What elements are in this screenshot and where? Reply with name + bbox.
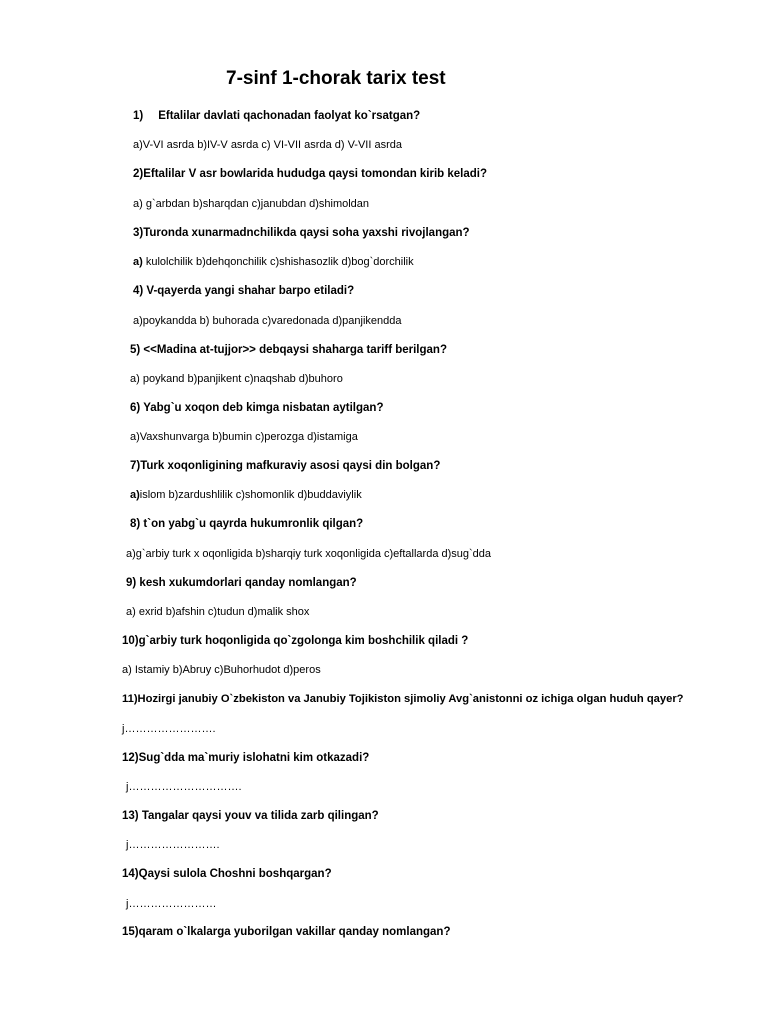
answer-blank-13: j……………………. xyxy=(126,839,220,851)
answer-blank-11: j……………………. xyxy=(122,723,216,735)
page-title: 7-sinf 1-chorak tarix test xyxy=(226,68,446,89)
answer-options-3 xyxy=(133,255,414,269)
question-4: 4) V-qayerda yangi shahar barpo etiladi? xyxy=(133,285,355,297)
answer-options-4: a)poykandda b) buhorada c)varedonada d)panjikendda xyxy=(133,315,402,327)
answer-options-2: a) g`arbdan b)sharqdan c)janubdan d)shimoldan xyxy=(133,198,370,210)
question-12: 12)Sug`dda ma`muriy islohatni kim otkazadi? xyxy=(122,752,370,764)
answer-options-1: a)V-VI asrda b)IV-V asrda c) VI-VII asrda d) V-VII asrda xyxy=(133,139,402,151)
answer-option-a-label: a) xyxy=(133,256,143,268)
answer-options-10: a) Istamiy b)Abruy c)Buhorhudot d)peros xyxy=(122,664,321,676)
answer-blank-12: j…………………………. xyxy=(126,781,242,793)
answer-options-text: kulolchilik b)dehqonchilik c)shishasozlik d)bog`dorchilik xyxy=(142,256,414,268)
question-text: Eftalilar davlati qachonadan faolyat ko`rsatgan? xyxy=(158,110,421,122)
answer-options-7 xyxy=(130,488,362,502)
answer-options-9: a) exrid b)afshin c)tudun d)malik shox xyxy=(126,606,310,618)
answer-options-5: a) poykand b)panjikent c)naqshab d)buhoro xyxy=(130,373,343,385)
question-10: 10)g`arbiy turk hoqonligida qo`zgolonga kim boshchilik qiladi ? xyxy=(122,635,469,647)
question-8: 8) t`on yabg`u qayrda hukumronlik qilgan? xyxy=(130,518,364,530)
question-9: 9) kesh xukumdorlari qanday nomlangan? xyxy=(126,577,357,589)
question-5: 5) <<Madina at-tujjor>> debqaysi shaharga tariff berilgan? xyxy=(130,344,447,356)
answer-blank-14: j…………………… xyxy=(126,898,217,910)
question-1 xyxy=(133,109,420,123)
question-11: 11)Hozirgi janubiy O`zbekiston va Janubiy Tojikiston sjimoliy Avg`anistonni oz ichiga olgan huduh qayer? xyxy=(122,693,684,705)
answer-options-6: a)Vaxshunvarga b)bumin c)perozga d)istamiga xyxy=(130,431,358,443)
question-number: 1) xyxy=(133,110,144,122)
question-14: 14)Qaysi sulola Choshni boshqargan? xyxy=(122,868,332,880)
question-7: 7)Turk xoqonligining mafkuraviy asosi qaysi din bolgan? xyxy=(130,460,441,472)
question-6: 6) Yabg`u xoqon deb kimga nisbatan aytilgan? xyxy=(130,402,384,414)
question-2: 2)Eftalilar V asr bowlarida hududga qaysi tomondan kirib keladi? xyxy=(133,168,488,180)
question-3: 3)Turonda xunarmadnchilikda qaysi soha yaxshi rivojlangan? xyxy=(133,227,470,239)
answer-option-a-label: a) xyxy=(130,489,140,501)
question-15: 15)qaram o`lkalarga yuborilgan vakillar qanday nomlangan? xyxy=(122,926,451,938)
answer-options-text: islom b)zardushlilik c)shomonlik d)buddaviylik xyxy=(139,489,362,501)
answer-options-8: a)g`arbiy turk x oqonligida b)sharqiy turk xoqonligida c)eftallarda d)sug`dda xyxy=(126,548,492,560)
question-13: 13) Tangalar qaysi youv va tilida zarb qilingan? xyxy=(122,810,379,822)
